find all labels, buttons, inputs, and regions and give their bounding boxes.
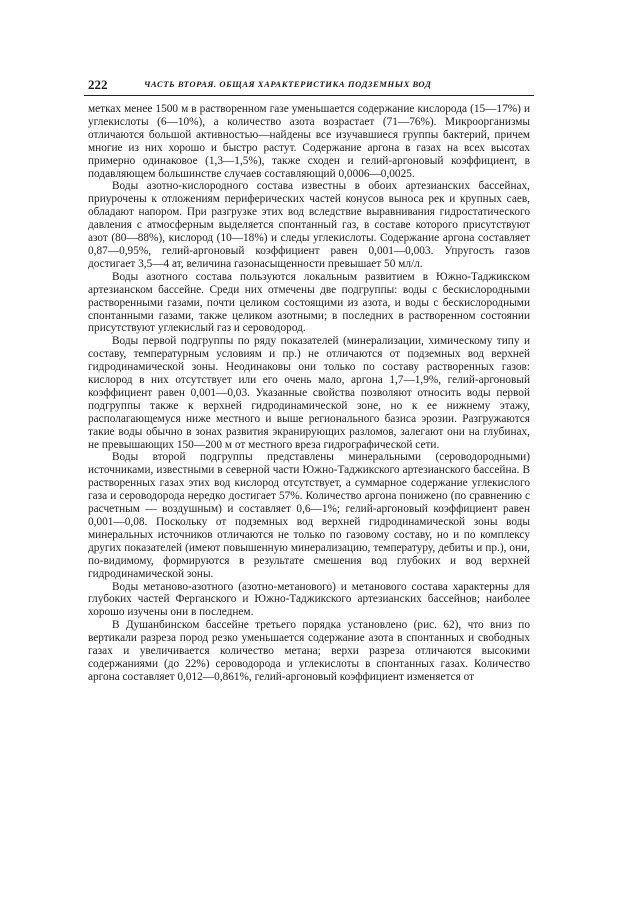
body-text	[88, 103, 530, 684]
page-header	[84, 77, 534, 96]
running-head: ЧАСТЬ ВТОРАЯ. ОБЩАЯ ХАРАКТЕРИСТИКА ПОДЗЕМНЫХ ВОД	[144, 79, 432, 89]
paragraph: Воды азотного состава пользуются локальным развитием в Южно-Таджикском артезианском бассейне. Среди них отмечены две подгруппы: воды с бескислородными растворенными газами, почти целиком состоящими из азота, и воды с бескислородными спонтанными газами, также целиком азотными; в последних в растворенном состоянии присутствуют углекислый газ и сероводород.	[88, 270, 530, 335]
paragraph: Воды азотно-кислородного состава известны в обоих артезианских бассейнах, приурочены к отложениям периферических частей конусов выноса рек и крупных саев, обладают напором. При разгрузке этих вод вследствие выравнивания гидростатического давления с атмосферным выделяется спонтанный газ, в составе которого присутствуют азот (80—88%), кислород (10—18%) и следы углекислоты. Содержание аргона составляет 0,87—0,95%, гелий-аргоновый коэффициент равен 0,001—0,003. Упругость газов достигает 3,5—4 ат, величина газонасыщенности превышает 50 мл/л.	[88, 180, 530, 270]
paragraph: Воды метаново-азотного (азотно-метанового) и метанового состава характерны для глубоких частей Ферганского и Южно-Таджикского артезианских бассейнов; наиболее хорошо изучены они в последнем.	[88, 580, 530, 619]
page-number: 222	[88, 77, 108, 92]
paragraph: В Душанбинском бассейне третьего порядка установлено (рис. 62), что вниз по вертикали разреза пород резко уменьшается содержание азота в спонтанных и свободных газах и увеличивается количество метана; верхи разреза отличаются высокими содержаниями (до 22%) сероводорода и углекислоты в спонтанных газах. Количество аргона составляет 0,012—0,861%, гелий-аргоновый коэффициент изменяется от	[88, 619, 530, 683]
paragraph: Воды второй подгруппы представлены минеральными (сероводородными) источниками, известными в северной части Южно-Таджикского артезианского бассейна. В растворенных газах этих вод кислород отсутствует, а суммарное содержание углекислого газа и сероводорода нередко достигает 57%. Количество аргона понижено (по сравнению с расчетным — воздушным) и составляет 0,6—1%; гелий-аргоновый коэффициент равен 0,001—0,08. Поскольку от подземных вод верхней гидродинамической зоны воды минеральных источников отличаются не только по газовому составу, но и по комплексу других показателей (имеют повышенную минерализацию, температуру, дебиты и пр.), они, по-видимому, формируются в результате смешения вод глубоких и вод верхней гидродинамической зоны.	[88, 451, 530, 580]
paragraph: метках менее 1500 м в растворенном газе уменьшается содержание кислорода (15—17%) и углекислоты (6—10%), а количество азота возрастает (71—76%). Микроорганизмы отличаются большой активностью—найдены все изучавшиеся группы бактерий, причем многие из них хорошо и быстро растут. Содержание аргона в газах на всех высотах примерно одинаковое (1,3—1,5%), также сходен и гелий-аргоновый коэффициент, в подавляющем большинстве случаев составляющий 0,0006—0,0025.	[88, 103, 530, 180]
paragraph: Воды первой подгруппы по ряду показателей (минерализации, химическому типу и составу, температурным условиям и пр.) не отличаются от подземных вод верхней гидродинамической зоны. Неодинаковы они только по составу растворенных газов: кислород в них отсутствует или его очень мало, аргона 1,7—1,9%, гелий-аргоновый коэффициент равен 0,001—0,03. Указанные свойства позволяют относить воды первой подгруппы также к верхней гидродинамической зоне, но к ее нижнему этажу, располагающемуся ниже местного и выше регионального базиса эрозии. Разгружаются такие воды обычно в зонах развития экранирующих разломов, залегают они на глубинах, не превышающих 150—200 м от местного вреза гидрографической сети.	[88, 335, 530, 451]
